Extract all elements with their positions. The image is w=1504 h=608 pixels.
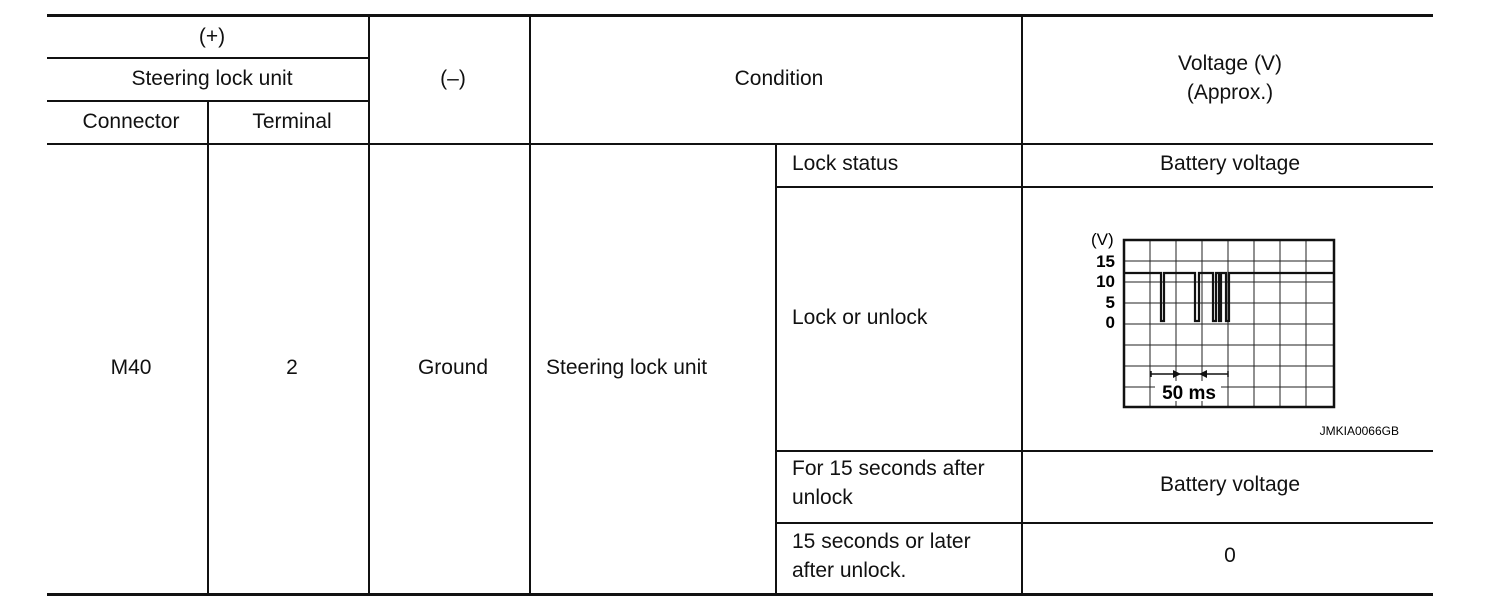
col-divider-voltage (1021, 14, 1023, 594)
voltage-15s-or-later: 0 (1224, 544, 1236, 567)
row-divider-2 (775, 450, 1433, 452)
waveform-trace (1124, 273, 1334, 321)
col-divider-terminal (368, 14, 370, 594)
waveform-unit-label: (V) (1091, 230, 1114, 249)
waveform-y-tick-10: 10 (1096, 272, 1115, 291)
condition-15s-after-unlock: For 15 seconds after unlock (792, 457, 985, 509)
cell-terminal: 2 (286, 356, 298, 379)
condition-lock-status: Lock status (792, 152, 899, 175)
condition-15s-or-later: 15 seconds or later after unlock. (792, 530, 971, 582)
waveform-y-tick-5: 5 (1105, 293, 1115, 312)
cell-connector: M40 (110, 356, 152, 379)
table-top-border (47, 14, 1433, 17)
row-divider-3 (775, 522, 1433, 524)
header-voltage: Voltage (V) (1178, 52, 1282, 75)
voltage-15s-after-unlock: Battery voltage (1159, 473, 1301, 496)
cell-unit: Steering lock unit (546, 356, 708, 379)
header-unit: Steering lock unit (131, 67, 293, 90)
waveform-time-label: 50 ms (1162, 383, 1216, 404)
col-divider-condition (775, 143, 777, 594)
header-bottom-border (47, 143, 1433, 145)
waveform-time-marker (1151, 371, 1228, 377)
header-terminal: Terminal (252, 110, 332, 133)
header-divider-plus (47, 57, 369, 59)
header-condition: Condition (734, 67, 824, 90)
row-divider-1 (775, 186, 1433, 188)
condition-lock-or-unlock: Lock or unlock (792, 306, 928, 329)
voltage-waveform-figure (1085, 225, 1405, 440)
cell-minus: Ground (417, 356, 489, 379)
waveform-arrow-left (1199, 370, 1207, 378)
waveform-y-tick-15: 15 (1096, 252, 1115, 271)
waveform-arrow-right (1173, 370, 1181, 378)
header-connector: Connector (82, 110, 180, 133)
waveform-image-code: JMKIA0066GB (1319, 424, 1399, 438)
header-plus: (+) (198, 25, 226, 48)
voltage-lock-status: Battery voltage (1159, 152, 1301, 175)
col-divider-minus (529, 14, 531, 594)
waveform-y-tick-0: 0 (1105, 313, 1115, 332)
table-bottom-border (47, 593, 1433, 596)
header-minus: (–) (440, 67, 466, 90)
col-divider-connector (207, 100, 209, 594)
header-voltage-approx: (Approx.) (1186, 81, 1274, 104)
